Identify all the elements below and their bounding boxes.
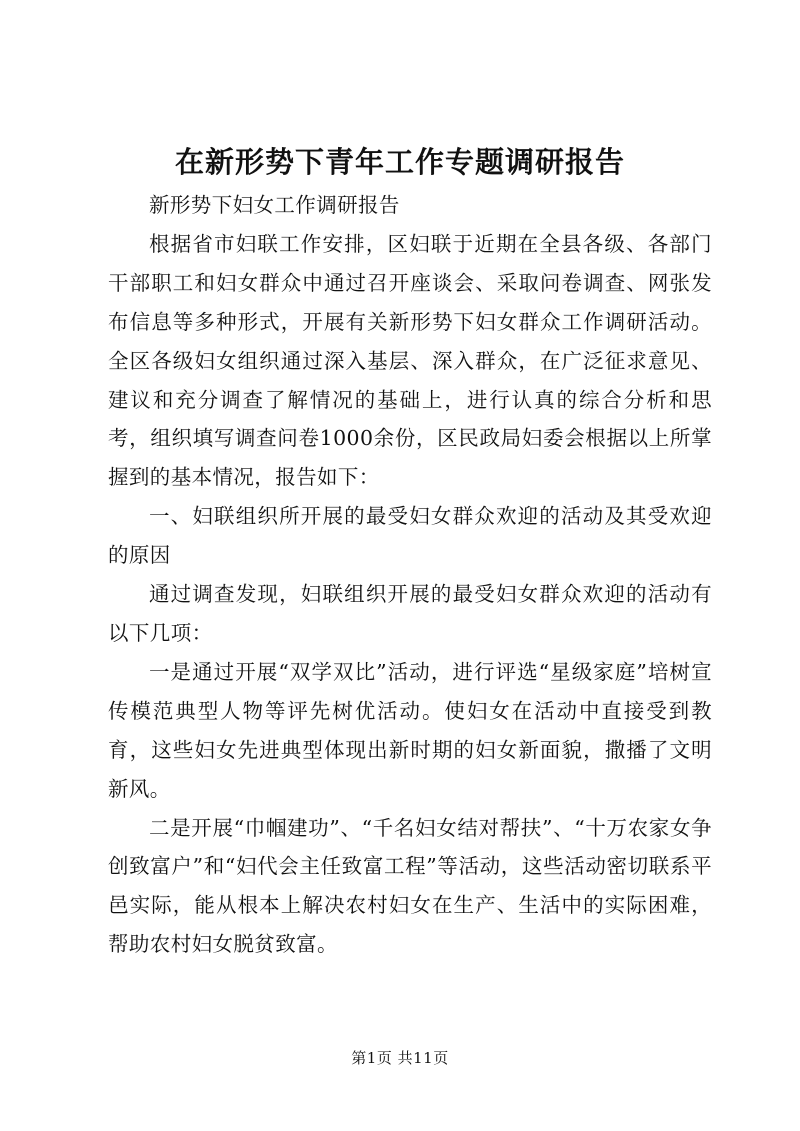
- paragraph-item-one: 一是通过开展“双学双比”活动，进行评选“星级家庭”培树宣传模范典型人物等评先树优活动。使妇女在活动中直接受到教育，这些妇女先进典型体现出新时期的妇女新面貌，撒播了文明新风。: [108, 659, 712, 801]
- paragraph-item-two: 二是开展“巾帼建功”、“千名妇女结对帮扶”、“十万农家女争创致富户”和“妇代会主任致富工程”等活动，这些活动密切联系平邑实际，能从根本上解决农村妇女在生产、生活中的实际困难，帮助农村妇女脱贫致富。: [108, 815, 712, 957]
- page-number-indicator: 第1页 共11页: [351, 1049, 449, 1067]
- paragraph-findings: 通过调查发现，妇联组织开展的最受妇女群众欢迎的活动有以下几项：: [108, 582, 712, 645]
- paragraph-section-heading: 一、妇联组织所开展的最受妇女群众欢迎的活动及其受欢迎的原因: [108, 504, 712, 568]
- document-title: 在新形势下青年工作专题调研报告: [174, 145, 625, 179]
- paragraph-intro: 根据省市妇联工作安排，区妇联于近期在全县各级、各部门干部职工和妇女群众中通过召开座谈会、采取问卷调查、网张发布信息等多种形式，开展有关新形势下妇女群众工作调研活动。全区各级妇女组织通过深入基层、深入群众，在广泛征求意见、建议和充分调查了解情况的基础上，进行认真的综合分析和思考，组织填写调查问卷1000余份，区民政局妇委会根据以上所掌握到的基本情况，报告如下：: [108, 231, 712, 490]
- paragraph-subtitle: 新形势下妇女工作调研报告: [149, 193, 400, 217]
- page-footer: [0, 1047, 800, 1069]
- document-body: [108, 186, 712, 964]
